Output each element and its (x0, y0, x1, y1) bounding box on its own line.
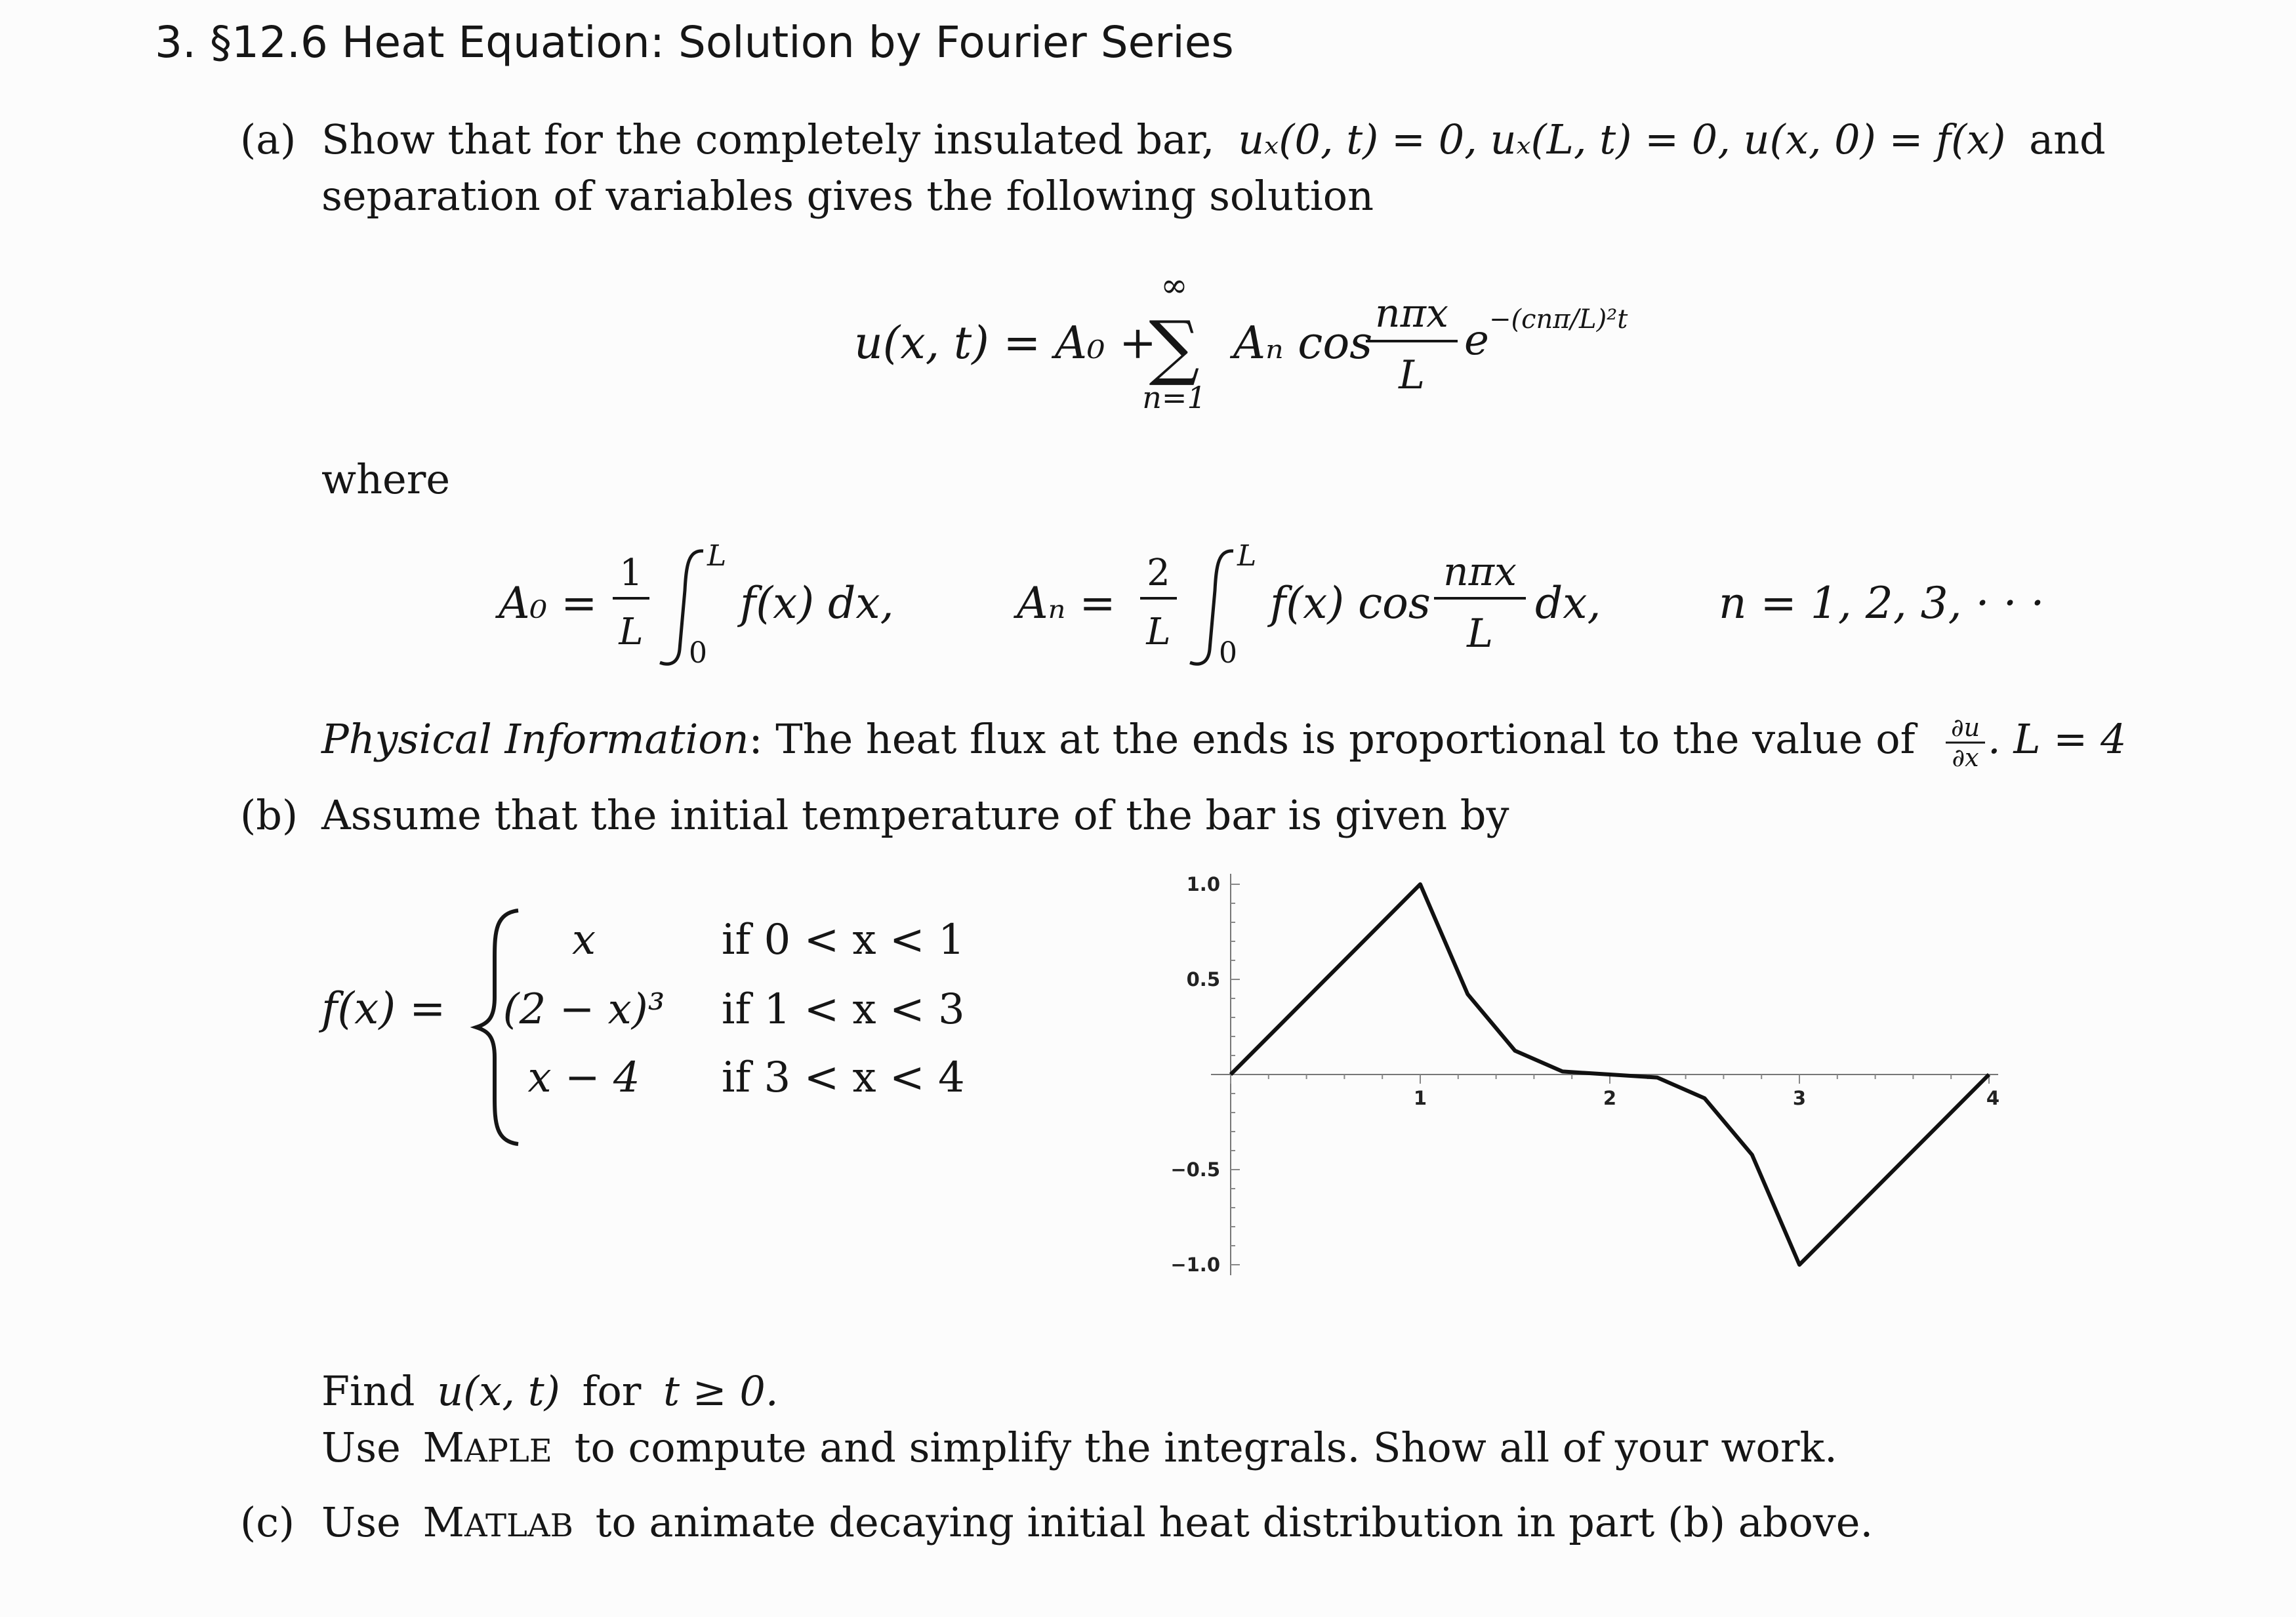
find-line (321, 1367, 779, 1415)
a0-upper-limit: L (707, 539, 727, 573)
case-3-cond: if 3 < x < 4 (722, 1054, 965, 1102)
case-1-cond: if 0 < x < 1 (722, 916, 965, 964)
a0-frac-numerator: 1 (619, 552, 643, 594)
x-tick-label: 1 (1413, 1087, 1427, 1109)
n-range: n = 1, 2, 3, · · · (1719, 578, 2045, 628)
part-a-label: (a) (240, 115, 297, 163)
maple-rest: APLE (464, 1433, 552, 1469)
partial-denominator: ∂x (1952, 743, 1979, 772)
part-a-line-2: separation of variables gives the following solution (321, 172, 1374, 220)
maple-text: to compute and simplify the integrals. Show all of your work. (574, 1423, 1837, 1471)
x-tick-label: 3 (1792, 1087, 1807, 1109)
exponential-base: e (1464, 316, 1489, 365)
find-for: for (582, 1367, 642, 1415)
a0-frac-denominator: L (619, 611, 644, 653)
sum-symbol: ∑ (1149, 306, 1200, 388)
physical-text: : The heat flux at the ends is proportional to the value of (748, 715, 1916, 763)
partial-numerator: ∂u (1950, 713, 1980, 742)
sum-upper-limit: ∞ (1160, 266, 1188, 304)
find-expr: u(x, t) (437, 1367, 560, 1415)
a0-lower-limit: 0 (689, 636, 707, 670)
section-number: §12.6 (209, 17, 328, 68)
y-tick-label: 0.5 (1186, 968, 1220, 991)
an-dx: dx, (1535, 578, 1601, 628)
case-3-expr: x − 4 (527, 1054, 640, 1102)
case-1-expr: x (571, 916, 596, 964)
y-tick-label: −0.5 (1170, 1158, 1220, 1181)
sum-lower-limit: n=1 (1142, 380, 1206, 415)
case-2-expr: (2 − x)³ (502, 985, 665, 1034)
x-tick-label: 4 (1986, 1087, 2000, 1109)
y-tick-label: 1.0 (1186, 873, 1220, 895)
initial-temperature-plot (1148, 846, 2027, 1292)
matlab-rest: ATLAB (464, 1507, 573, 1544)
exponential-power: −(cnπ/L)²t (1489, 304, 1628, 335)
an-lhs: Aₙ = (1017, 578, 1116, 628)
case-2-cond: if 1 < x < 3 (722, 985, 965, 1034)
part-c-label: (c) (240, 1498, 295, 1546)
section-title: Heat Equation: Solution by Fourier Series (341, 17, 1234, 68)
part-c-line (321, 1498, 1873, 1546)
problem-number: 3. (155, 17, 196, 68)
y-tick-label: −1.0 (1170, 1254, 1220, 1276)
solution-lhs: u(x, t) = A₀ + (854, 317, 1157, 369)
f-lhs: f(x) = (321, 983, 446, 1034)
maple-line (321, 1423, 1837, 1471)
part-b-text: Assume that the initial temperature of the bar is given by (321, 791, 1509, 839)
physical-tail: . L = 4 (1988, 715, 2127, 763)
x-tick-label: 2 (1603, 1087, 1617, 1109)
find-cond: t ≥ 0. (663, 1367, 779, 1415)
cos-fraction-denominator: L (1399, 352, 1425, 398)
an-upper-limit: L (1237, 539, 1257, 573)
part-a-and: and (2029, 115, 2106, 163)
maple-initial: M (422, 1423, 464, 1471)
an-cos-denominator: L (1467, 611, 1493, 657)
a0-integrand: f(x) dx, (740, 578, 894, 628)
where-label: where (321, 455, 451, 503)
matlab-initial: M (422, 1498, 464, 1546)
part-c-text: to animate decaying initial heat distribution in part (b) above. (595, 1498, 1874, 1546)
part-c-use: Use (321, 1498, 401, 1546)
a0-lhs: A₀ = (499, 578, 598, 628)
solution-term: Aₙ cos (1233, 317, 1373, 369)
cos-fraction-numerator: nπx (1375, 291, 1448, 337)
an-integrand: f(x) cos (1270, 578, 1431, 628)
an-cos-numerator: nπx (1443, 549, 1517, 595)
an-frac-numerator: 2 (1147, 552, 1170, 594)
boundary-conditions: uₓ(0, t) = 0, uₓ(L, t) = 0, u(x, 0) = f(x) (1238, 115, 2006, 163)
maple-use: Use (321, 1423, 401, 1471)
an-frac-denominator: L (1146, 611, 1171, 653)
find-prefix: Find (321, 1367, 415, 1415)
part-a-text-1: Show that for the completely insulated bar, (321, 115, 1215, 163)
physical-label: Physical Information (321, 715, 749, 763)
part-b-label: (b) (240, 791, 298, 839)
an-lower-limit: 0 (1219, 636, 1237, 670)
physical-information-line (321, 715, 1918, 763)
